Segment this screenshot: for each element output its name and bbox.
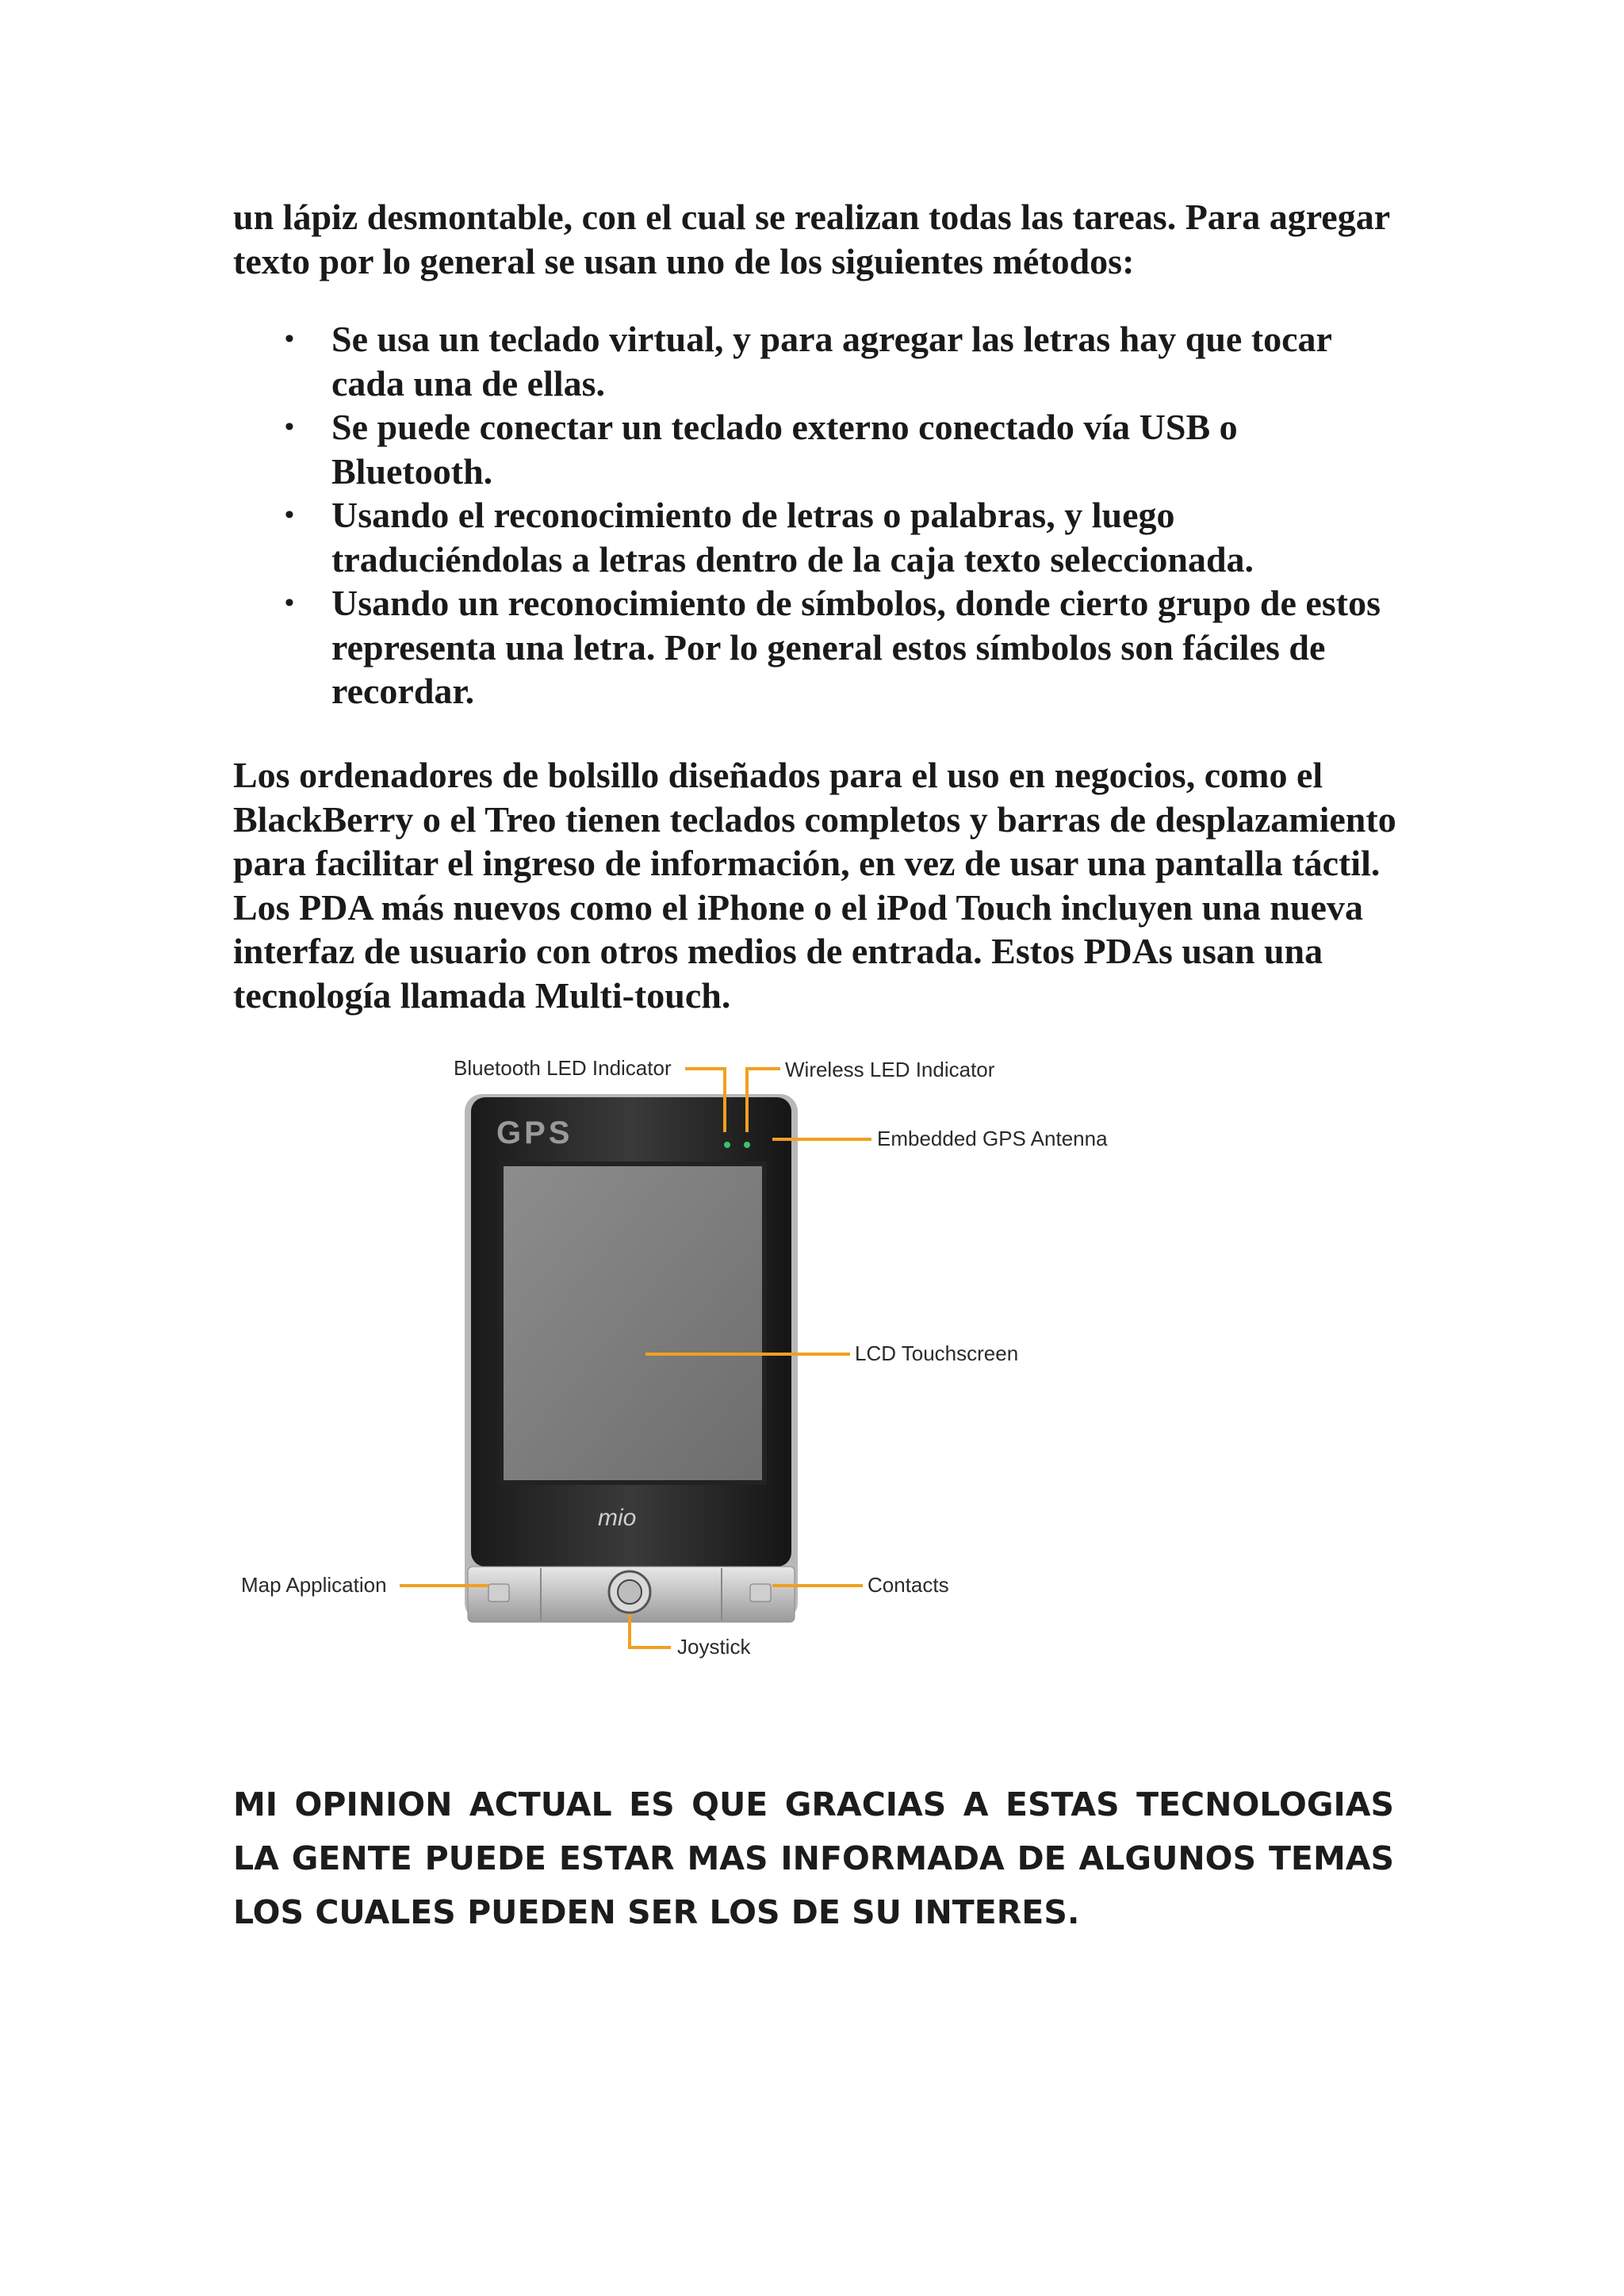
lcd-screen: [501, 1164, 764, 1483]
lcd-touchscreen-label: LCD Touchscreen: [855, 1341, 1019, 1365]
list-item: [278, 405, 1404, 493]
map-application-label: Map Application: [241, 1573, 387, 1597]
list-item: [278, 493, 1404, 581]
intro-paragraph: un lápiz desmontable, con el cual se realizan todas las tareas. Para agregar texto por lo general se usan uno de los siguientes métodos:: [233, 197, 1390, 281]
bullet-icon: •: [285, 412, 294, 442]
bluetooth-led-icon: [724, 1142, 730, 1148]
wireless-led-label: Wireless LED Indicator: [785, 1058, 995, 1081]
pda-illustration: [233, 1045, 1169, 1663]
list-item-text: Usando el reconocimiento de letras o palabras, y luego traduciéndolas a letras dentro de la caja texto seleccionada.: [331, 495, 1254, 580]
map-button-icon[interactable]: [488, 1584, 509, 1601]
wireless-led-icon: [744, 1142, 750, 1148]
joystick-label: Joystick: [677, 1635, 751, 1659]
bullet-icon: •: [285, 324, 294, 354]
bullet-icon: •: [285, 588, 294, 618]
list-item-text: Usando un reconocimiento de símbolos, donde cierto grupo de estos representa una letra. Por lo general estos símbolos son fáciles de recordar.: [331, 583, 1381, 711]
device-logo: mio: [598, 1505, 637, 1531]
list-item-text: Se puede conectar un teclado externo conectado vía USB o Bluetooth.: [331, 407, 1238, 492]
gps-antenna-label: Embedded GPS Antenna: [877, 1127, 1108, 1150]
contacts-label: Contacts: [868, 1573, 949, 1597]
device-brand: GPS: [496, 1115, 573, 1150]
list-item-text: Se usa un teclado virtual, y para agregar las letras hay que tocar cada una de ellas.: [331, 319, 1332, 404]
bluetooth-led-label: Bluetooth LED Indicator: [454, 1056, 672, 1080]
contacts-button-icon[interactable]: [750, 1584, 771, 1601]
bullet-icon: •: [285, 500, 294, 530]
pda-diagram: [233, 1045, 1169, 1663]
list-item: [278, 581, 1404, 714]
list-item: [278, 317, 1404, 405]
opinion-paragraph: MI OPINION ACTUAL ES QUE GRACIAS A ESTAS TECNOLOGIAS LA GENTE PUEDE ESTAR MAS INFORMADA DE ALGUNOS TEMAS LOS CUALES PUEDEN SER LOS DE SU INTERES.: [233, 1785, 1394, 1931]
methods-list: [278, 317, 1404, 714]
body-paragraph: Los ordenadores de bolsillo diseñados para el uso en negocios, como el BlackBerry o el Treo tienen teclados completos y barras de desplazamiento para facilitar el ingreso de información, en vez de usar una pantalla táctil. Los PDA más nuevos como el iPhone o el iPod Touch incluyen una nueva interfaz de usuario con otros medios de entrada. Estos PDAs usan una tecnología llamada Multi-touch.: [233, 755, 1396, 1016]
